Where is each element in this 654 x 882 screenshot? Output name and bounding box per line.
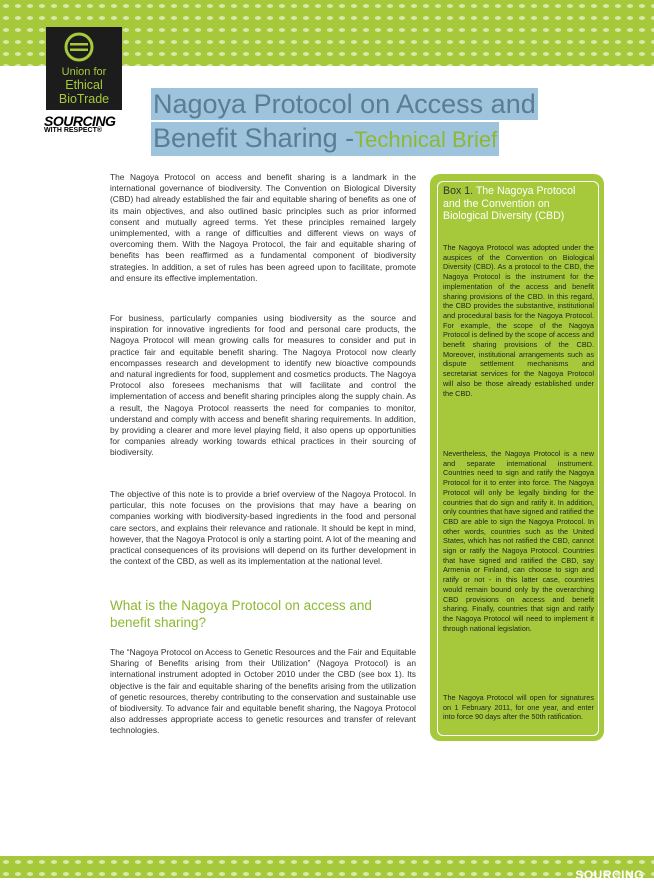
definition-paragraph: The “Nagoya Protocol on Access to Genetic Resources and the Fair and Equitable Sharing of Benefits arising from their Utilization” (Nagoya Protocol) is an international instrument adopted in October 2010 under the CBD (see box 1). Its objective is the fair and equitable sharing of the benefits arising from the utilization of genetic resources, thereby contributing to the conservation and sustainable use of biodiversity. To advance fair and equitable benefit sharing, the Nagoya Protocol also addresses appropriate access to genetic resources and transfer of relevant technologies. — [110, 647, 416, 736]
section-heading: What is the Nagoya Protocol on access and benefit sharing? — [110, 598, 372, 630]
logo-line-2: Ethical — [65, 78, 103, 92]
title-line-2 — [151, 122, 499, 156]
title-main-part: Benefit Sharing - — [153, 123, 355, 153]
footer-brand-text: SOURCING — [575, 868, 644, 882]
intro-paragraph: The Nagoya Protocol on access and benefit sharing is a landmark in the international governance of biodiversity. The Convention on Biological Diversity (CBD) had already established the fair and equitable sharing of benefits as one of its main objectives, and also outlined basic principles such as prior informed consent and mutually agreed terms. Yet these principles remained largely unimplemented, with a range of difficulties and different views on ways of overcoming them. With the Nagoya Protocol, the fair and equitable sharing of benefits has been reaffirmed as a fundamental component of biodiversity strategies. In addition, a set of rules has been agreed upon to facilitate, promote and ensure its effective implementation. — [110, 172, 416, 283]
box-paragraph-2: Nevertheless, the Nagoya Protocol is a new and separate international instrument. Countries need to sign and ratify the Nagoya Protocol for it to enter into force. The Nagoya Protocol will only be legally binding for the countries that do sign and ratify it. In addition, only countries that have signed and ratified the CBD are able to sign the Nagoya Protocol. In other words, countries such as the United States, which has not ratified the CBD, cannot sign or ratify the Nagoya Protocol. Countries that have signed and ratified the CBD, say Armenia or Finland, can choose to sign and ratify or not - in this latter case, countries would remain bound only by the overarching CBD provisions on access and benefit sharing. Finally, countries that sign and ratify the Nagoya Protocol will need to implement it through national legislation. — [443, 449, 594, 633]
logo-tagline-sub: WITH RESPECT® — [44, 127, 103, 134]
box-title-text: The Nagoya Protocol and the Convention on Biological Diversity (CBD) — [443, 185, 576, 222]
logo-line-3: BioTrade — [58, 92, 110, 106]
objective-paragraph: The objective of this note is to provide a brief overview of the Nagoya Protocol. In particular, this note focuses on the provisions that may have a bearing on companies working with biodiversity-based ingredients in the food and personal care sectors, and explains their relevance and rationale. It should be kept in mind, however, that the Nagoya Protocol is only a starting point. A lot of the meaning and practical consequences of its provisions will depend on its further development in the context of the CBD, as well as its implementation at the national level. — [110, 489, 416, 567]
uebt-emblem-icon — [64, 32, 94, 62]
box-number: Box 1. — [443, 185, 474, 197]
logo-tagline-main: SOURCING — [44, 113, 116, 129]
logo-line-1: Union for — [61, 66, 107, 78]
business-paragraph: For business, particularly companies using biodiversity as the source and inspiration for innovative ingredients for food and personal care products, the Nagoya Protocol will mean growing calls for measures to consider and put in practice fair and equitable benefit sharing. The Nagoya Protocol now clearly encompasses research and development to identify new bioactive compounds and natural ingredients for food, supplement and cosmetics products. The Nagoya Protocol also foresees mechanisms that will facilitate and control the implementation of access and benefit sharing principles along the supply chain. As a result, the Nagoya Protocol reasserts the need for companies to monitor, understand and comply with access and benefit sharing requirements. In addition, by providing a clearer and more level playing field, it also opens up opportunities for companies already working towards ethical practices in their sourcing of biodiversity. — [110, 313, 416, 458]
box-paragraph-1: The Nagoya Protocol was adopted under the auspices of the Convention on Biological Diversity (CBD). As a protocol to the CBD, the Nagoya Protocol is the instrument for the implementation of the access and benefit sharing provisions of the CBD. In this regard, the CBD provides the substantive, institutional and procedural basis for the Nagoya Protocol. For example, the scope of the Nagoya Protocol is defined by the scope of access and benefit sharing provisions of the CBD. Moreover, institutional arrangements such as dispute settlement mechanisms and secretariat services for the Nagoya Protocol will also be those already established under the CBD. — [443, 243, 594, 398]
bottom-pattern-band — [0, 856, 654, 878]
page-title — [151, 88, 591, 156]
title-subtitle: Technical Brief — [354, 127, 498, 152]
title-line-1: Nagoya Protocol on Access and — [153, 89, 536, 119]
uebt-logo — [46, 27, 122, 110]
box-paragraph-3: The Nagoya Protocol will open for signatures on 1 February 2011, for one year, and enter into force 90 days after the 50th ratification. — [443, 693, 594, 722]
box-1-title — [443, 185, 593, 223]
